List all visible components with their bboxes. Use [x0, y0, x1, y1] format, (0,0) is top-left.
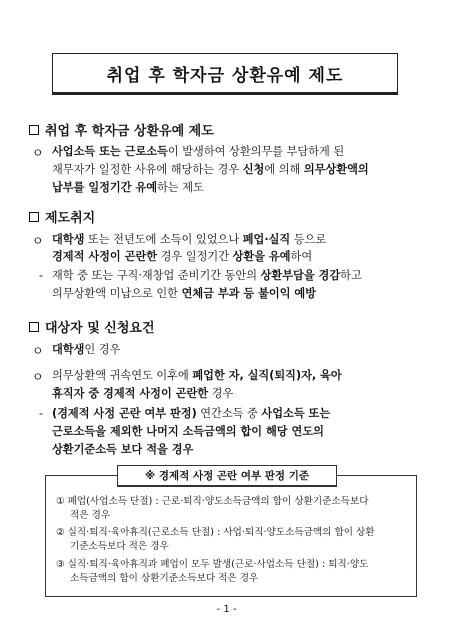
- s3-line-1: 대학생인 경우: [52, 343, 121, 356]
- bullet-icon: ㅇ: [32, 344, 44, 358]
- bullet-icon: ㅇ: [32, 370, 44, 384]
- section-heading-1: 취업 후 학자금 상환유예 제도: [29, 120, 214, 139]
- s3-line-6: 상환기준소득 보다 적을 경우: [52, 443, 194, 456]
- s3-line-2: 의무상환액 귀속연도 이후에 폐업한 자, 실직(퇴직)자, 육아: [52, 369, 342, 382]
- s2-line-2: 경제적 사정이 곤란한 경우 일정기간 상환을 유예하여: [52, 250, 313, 263]
- criteria-item-1-line-1: ① 폐업(사업소득 단절) : 근로·퇴직·양도소득금액의 합이 상환기준소득보다: [56, 496, 369, 507]
- criteria-title: ※ 경제적 사정 곤란 여부 판정 기준: [117, 465, 337, 487]
- s2-line-1: 대학생 또는 전년도에 소득이 있었으나 폐업·실직 등으로: [52, 233, 327, 246]
- bullet-icon: ㅇ: [32, 146, 44, 160]
- s3-line-3: 휴직자 중 경제적 사정이 곤란한 경우: [52, 387, 234, 400]
- title-box: [52, 53, 398, 95]
- criteria-item-2-line-1: ② 실직·퇴직·육아휴직(근로소득 단절) : 사업·퇴직·양도소득금액의 합이 상환: [56, 527, 375, 538]
- document-title: 취업 후 학자금 상환유예 제도: [106, 65, 344, 86]
- s2-line-3: 재학 중 또는 구직·재창업 준비기간 동안의 상환부담을 경감하고: [52, 269, 362, 282]
- s1-line-3: 납부를 일정기간 유예하는 제도: [52, 181, 204, 194]
- criteria-item-3-line-1: ③ 실직·퇴직·육아휴직과 폐업이 모두 발생(근로·사업소득 단절) : 퇴직·양도: [56, 559, 369, 570]
- dash-bullet: -: [39, 269, 44, 282]
- s2-line-4: 의무상환액 미납으로 인한 연체금 부과 등 불이익 예방: [52, 287, 317, 300]
- criteria-item-2-line-2: 기준소득보다 적은 경우: [70, 541, 169, 552]
- s1-line-2: 채무자가 일정한 사유에 해당하는 경우 신청에 의해 의무상환액의: [52, 163, 369, 176]
- criteria-item-3-line-2: 소득금액의 합이 상환기준소득보다 적은 경우: [70, 573, 259, 584]
- bullet-icon: ㅇ: [32, 234, 44, 248]
- s3-line-4: (경제적 사정 곤란 여부 판정) 연간소득 중 사업소득 또는: [52, 407, 331, 420]
- page-number: - 1 -: [216, 604, 237, 615]
- checkbox-square-icon: [29, 322, 39, 332]
- criteria-item-1-line-2: 적은 경우: [70, 510, 111, 521]
- s3-line-5: 근로소득을 제외한 나머지 소득금액의 합이 해당 연도의: [52, 425, 324, 438]
- dash-bullet: -: [39, 407, 44, 420]
- checkbox-square-icon: [29, 212, 39, 222]
- checkbox-square-icon: [29, 125, 39, 135]
- s1-line-1: 사업소득 또는 근로소득이 발생하여 상환의무를 부담하게 된: [52, 145, 345, 158]
- section-heading-2: 제도취지: [29, 207, 95, 226]
- section-heading-3: 대상자 및 신청요건: [29, 317, 155, 336]
